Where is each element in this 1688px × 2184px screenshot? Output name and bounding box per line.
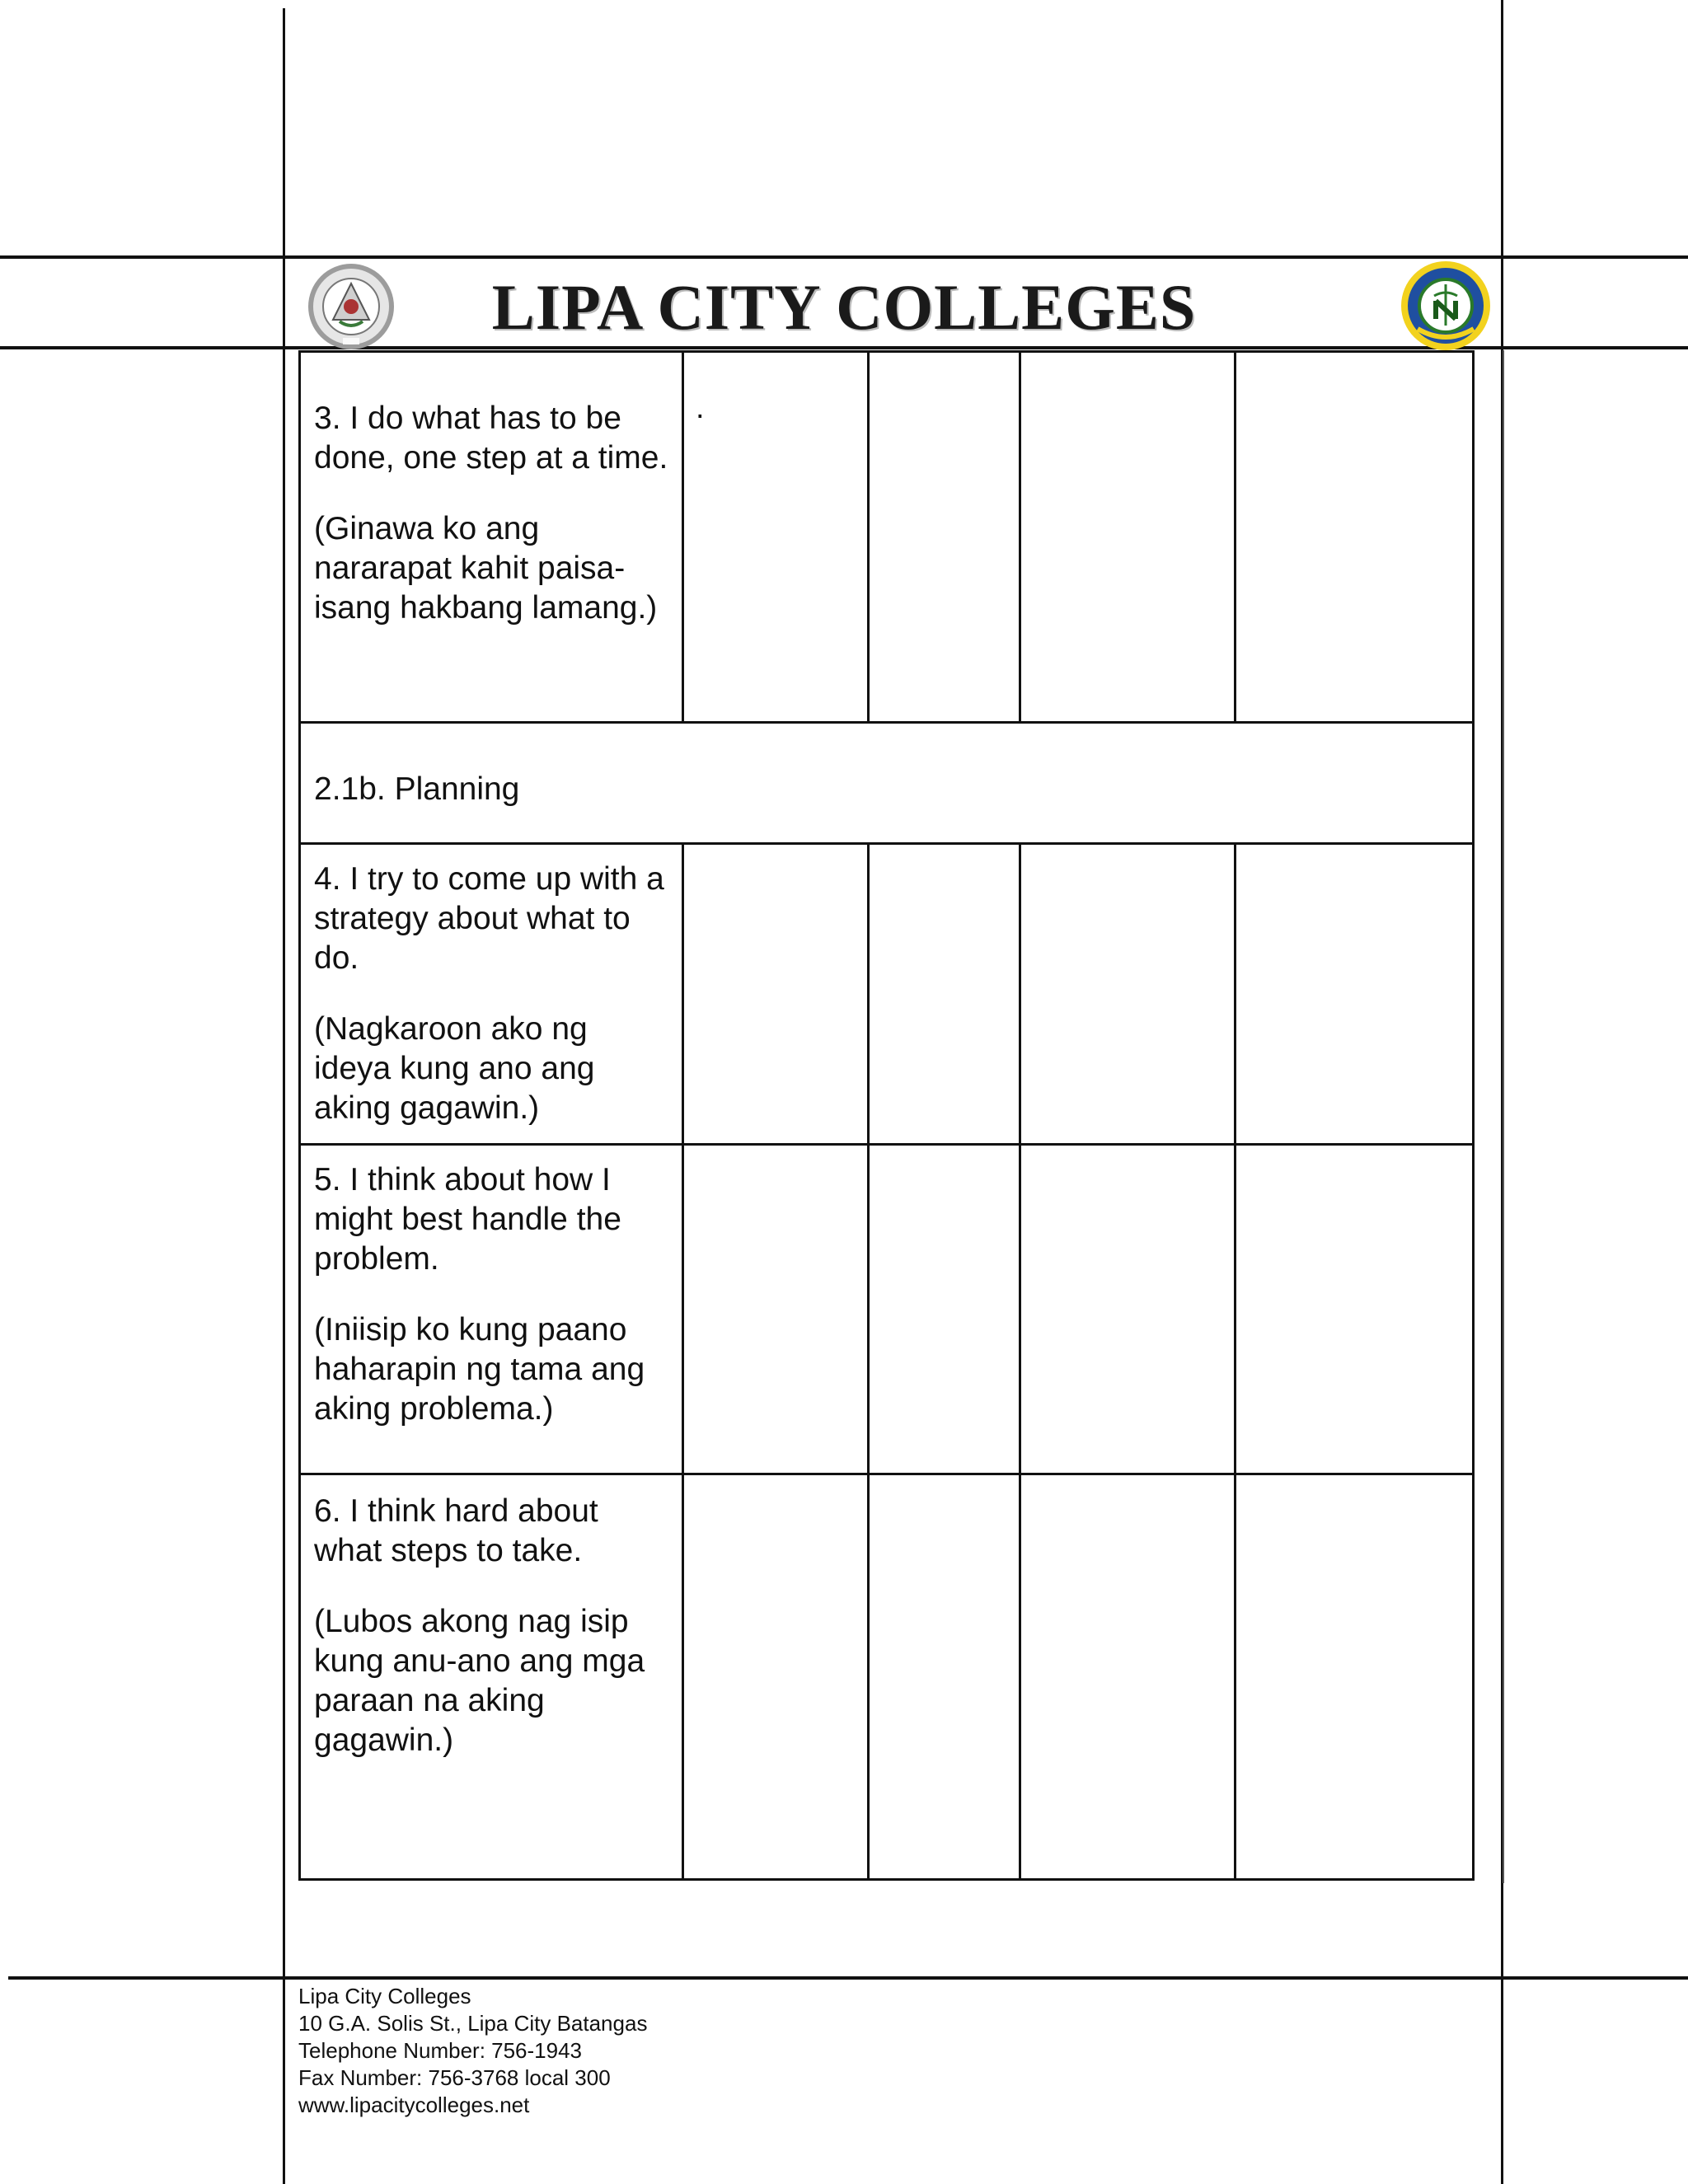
table-row xyxy=(300,1474,1474,1880)
footer-website-link[interactable]: www.lipacitycolleges.net xyxy=(298,2093,530,2117)
item-english-text: 5. I think about how I might best handle the problem. xyxy=(314,1162,621,1277)
rating-cell[interactable] xyxy=(869,1474,1020,1880)
section-heading-planning: 2.1b. Planning xyxy=(314,771,520,807)
footer-telephone: Telephone Number: 756-1943 xyxy=(298,2038,583,2063)
rating-cell[interactable] xyxy=(869,844,1020,1145)
footer-institution-name: Lipa City Colleges xyxy=(298,1984,471,2008)
item-tagalog-text: (Iniisip ko kung paano haharapin ng tama ang aking problema.) xyxy=(314,1312,645,1427)
page-header-title: LIPA CITY COLLEGES xyxy=(491,271,1197,343)
rating-cell[interactable] xyxy=(1236,1145,1474,1474)
table-row xyxy=(300,844,1474,1145)
coping-survey-table xyxy=(298,350,1475,1881)
item-english-text: 4. I try to come up with a strategy about what to do. xyxy=(314,861,664,976)
table-outer-right-line xyxy=(1503,350,1504,1883)
rating-cell[interactable] xyxy=(683,1145,869,1474)
footer-top-line xyxy=(8,1976,1688,1980)
rating-cell[interactable] xyxy=(1020,352,1236,723)
item-statement-cell xyxy=(300,1474,683,1880)
cell-dot-mark: . xyxy=(696,391,705,425)
rating-cell[interactable] xyxy=(683,844,869,1145)
item-english-text: 6. I think hard about what steps to take. xyxy=(314,1493,598,1568)
footer-address: 10 G.A. Solis St., Lipa City Batangas xyxy=(298,2011,648,2036)
rating-cell[interactable] xyxy=(683,352,869,723)
item-english-text: 3. I do what has to be done, one step at a time. xyxy=(314,401,668,476)
table-row xyxy=(300,352,1474,723)
rating-cell[interactable] xyxy=(1020,1474,1236,1880)
footer-fax: Fax Number: 756-3768 local 300 xyxy=(298,2065,611,2090)
rating-cell[interactable] xyxy=(1236,352,1474,723)
item-statement-cell xyxy=(300,844,683,1145)
item-statement-cell xyxy=(300,352,683,723)
rating-cell[interactable] xyxy=(1020,844,1236,1145)
rating-cell[interactable] xyxy=(1236,844,1474,1145)
header-top-line xyxy=(0,255,1688,259)
item-tagalog-text: (Lubos akong nag isip kung anu-ano ang mga paraan na aking gagawin.) xyxy=(314,1604,645,1758)
rating-cell[interactable] xyxy=(683,1474,869,1880)
item-tagalog-text: (Nagkaroon ako ng ideya kung ano ang aking gagawin.) xyxy=(314,1011,595,1126)
college-of-nursing-seal-icon xyxy=(1400,260,1492,352)
section-heading-cell xyxy=(300,723,1474,844)
page-footer xyxy=(298,1983,647,2119)
item-statement-cell xyxy=(300,1145,683,1474)
section-row xyxy=(300,723,1474,844)
table-row xyxy=(300,1145,1474,1474)
rating-cell[interactable] xyxy=(1020,1145,1236,1474)
rating-cell[interactable] xyxy=(869,1145,1020,1474)
item-tagalog-text: (Ginawa ko ang nararapat kahit paisa-isang hakbang lamang.) xyxy=(314,511,658,626)
rating-cell[interactable] xyxy=(869,352,1020,723)
rating-cell[interactable] xyxy=(1236,1474,1474,1880)
